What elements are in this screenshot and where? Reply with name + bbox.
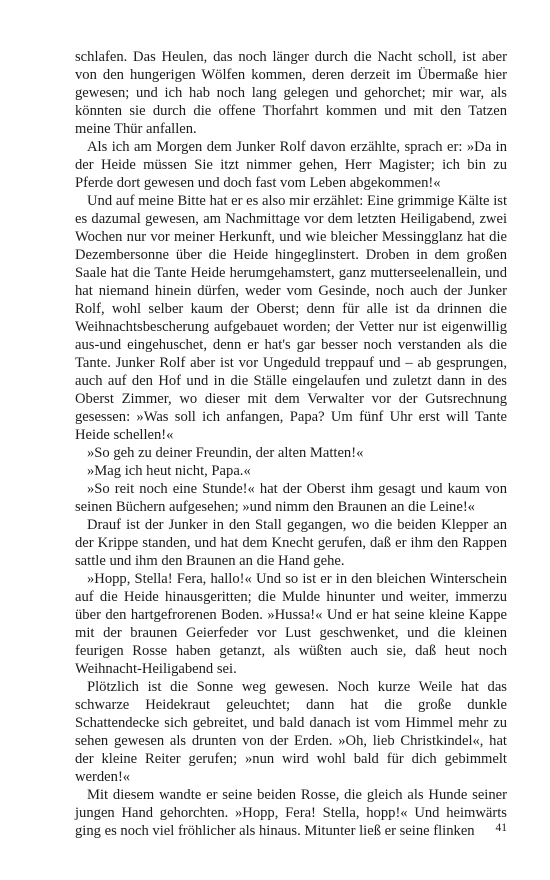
- page-number: 41: [495, 822, 507, 834]
- paragraph-10: Mit diesem wandte er seine beiden Rosse, die gleich als Hunde seiner jungen Hand gehorchten. »Hopp, Fera! Stella, hopp!« Und heimwärts ging es noch viel fröhlicher als hinaus. Mitunter ließ er seine flinken: [75, 787, 507, 839]
- paragraph-4: »So geh zu deiner Freundin, der alten Matten!«: [87, 445, 364, 461]
- paragraph-1: schlafen. Das Heulen, das noch länger durch die Nacht scholl, ist aber von den hungerigen Wölfen kommen, deren derzeit im Übermaße hier gewesen; und ich hab noch lang gelegen und gehorchet; mir war, als könnten sie durch die offene Thorfahrt kommen und mit den Tatzen meine Thür anfallen.: [75, 49, 507, 137]
- paragraph-3: Und auf meine Bitte hat er es also mir erzählet: Eine grimmige Kälte ist es dazumal gewesen, am Nachmittage vor dem letzten Heiligabend, zwei Wochen nur vor meiner Herkunft, und wie bleicher Messingglanz hat die Dezembersonne über die Heide hingeglinstert. Droben in dem großen Saale hat die Tante Heide herumgehamstert, ganz mutterseelenallein, und hat niemand hinein dürfen, weder vom Gesinde, noch auch der Junker Rolf, wohl selber kaum der Oberst; denn für alle ist da drinnen die Weihnachtsbescherung aufgebauet worden; der Vetter nur ist eigenwillig aus-und eingehuschet, denn er hat's gar besser noch verstanden als die Tante. Junker Rolf aber ist vor Ungeduld treppauf und – ab gesprungen, auch auf den Hof und in die Ställe eingelaufen und zuletzt dann in des Oberst Zimmer, wo dieser mit dem Verwalter vor der Gutsrechnung gesessen: »Was soll ich anfangen, Papa? Um fünf Uhr erst will Tante Heide schellen!«: [75, 193, 507, 443]
- paragraph-7: Drauf ist der Junker in den Stall gegangen, wo die beiden Klepper an der Krippe standen, und hat dem Knecht gerufen, daß er ihm den Rappen sattle und ihm den Braunen an die Hand gehe.: [75, 517, 507, 569]
- paragraph-9: Plötzlich ist die Sonne weg gewesen. Noch kurze Weile hat das schwarze Heidekraut geleuchtet; dann hat die große dunkle Schattendecke sich gebreitet, und bald danach ist vom Himmel mehr zu sehen gewesen als drunten von der Erden. »Oh, lieb Christkindel«, hat der kleine Reiter gerufen; »nun wird wohl bald für dich gebimmelt werden!«: [75, 679, 507, 785]
- paragraph-2: Als ich am Morgen dem Junker Rolf davon erzählte, sprach er: »Da in der Heide müssen Sie itzt nimmer gehen, Herr Magister; ich bin zu Pferde dort gewesen und doch fast vom Leben abgekommen!«: [75, 139, 507, 191]
- paragraph-8: »Hopp, Stella! Fera, hallo!« Und so ist er in den bleichen Winterschein auf die Heide hinausgeritten; die Mulde hinunter und weiter, immerzu über den hartgefrorenen Boden. »Hussa!« Und er hat seine kleine Kappe mit der braunen Geierfeder vor Lust geschwenket, und die kleinen feurigen Rosse haben getanzt, als wüßten auch sie, daß heut noch Weihnacht-Heiligabend sei.: [75, 571, 507, 677]
- book-page-text: [75, 48, 507, 840]
- paragraph-5: »Mag ich heut nicht, Papa.«: [87, 463, 251, 479]
- paragraph-6: »So reit noch eine Stunde!« hat der Oberst ihm gesagt und kaum von seinen Büchern aufgesehen; »und nimm den Braunen an die Leine!«: [75, 481, 507, 515]
